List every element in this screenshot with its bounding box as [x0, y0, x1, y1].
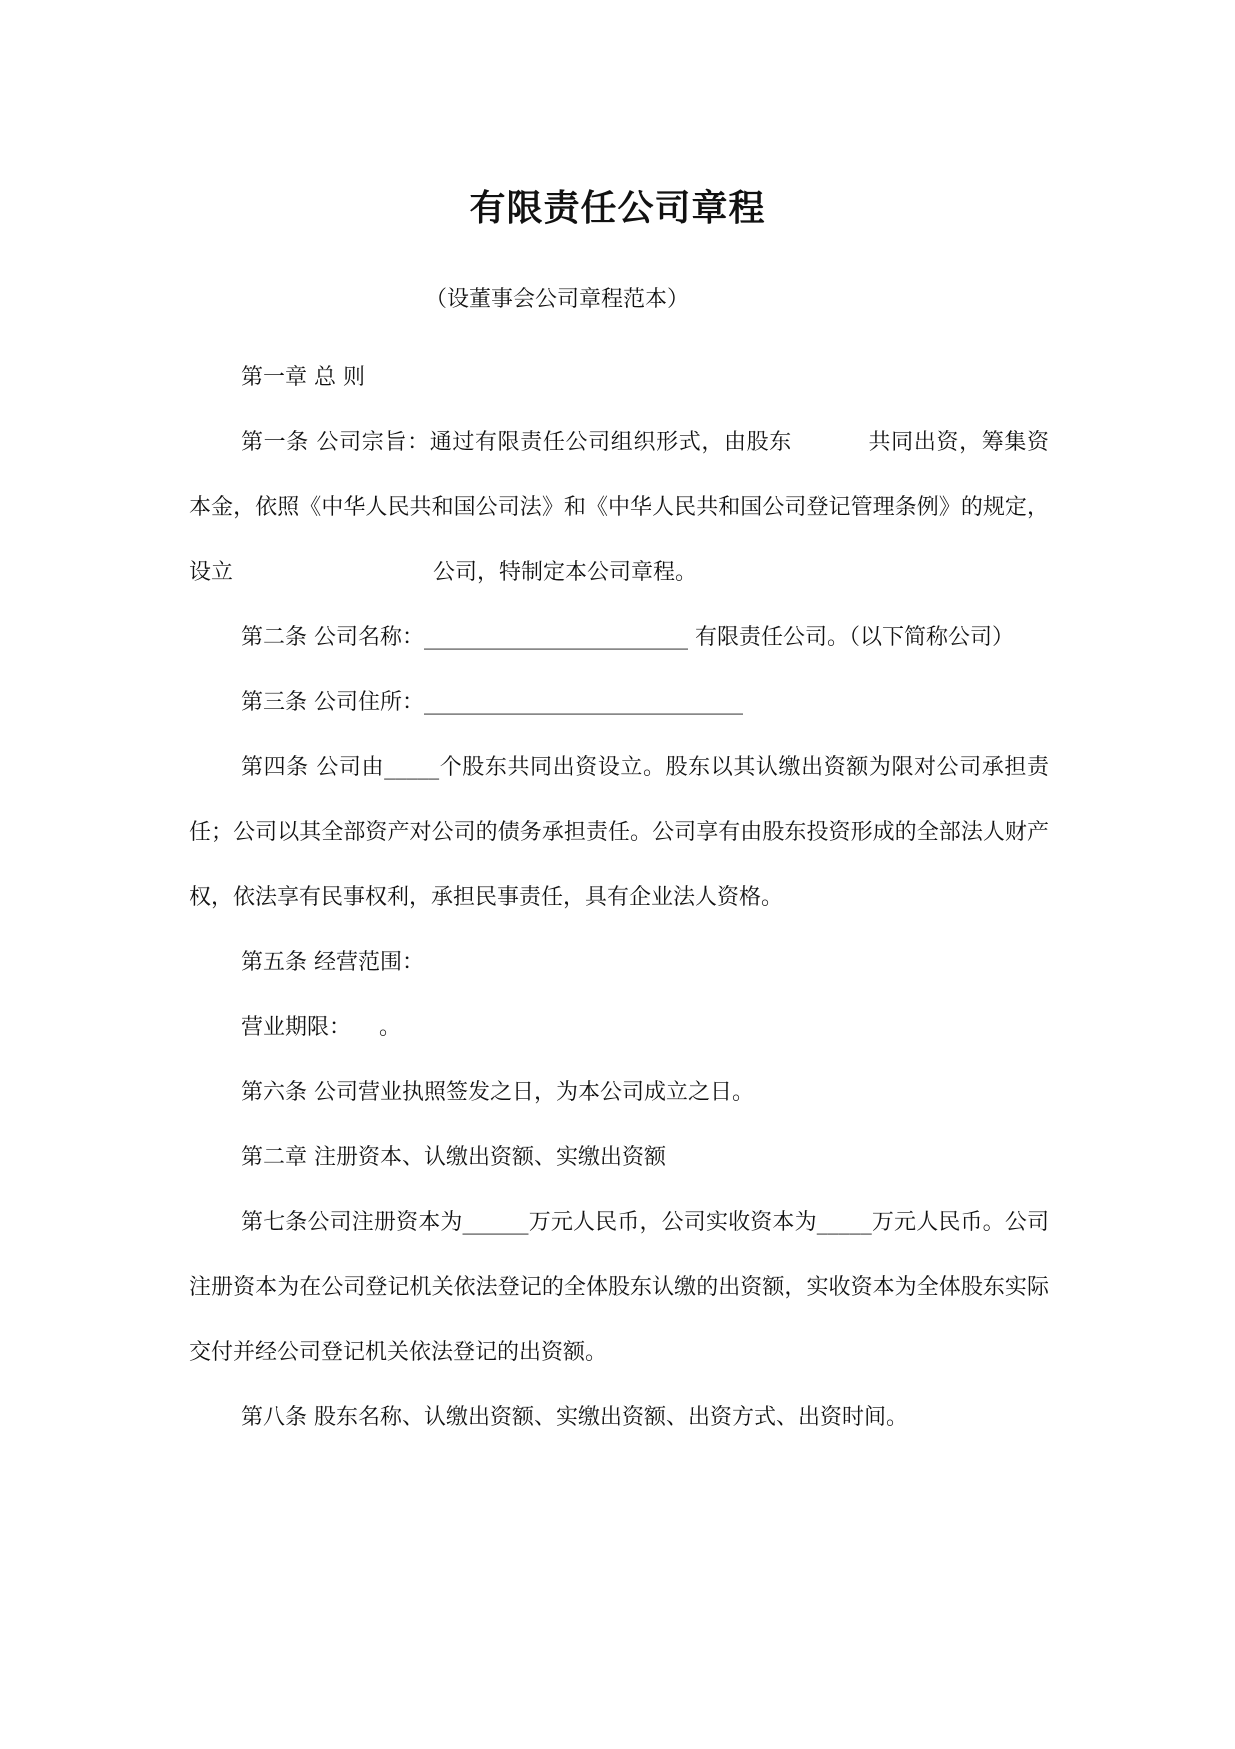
chapter-heading-1: 第一章 总 则	[241, 365, 365, 390]
article-1-part-1: 第一条 公司宗旨：通过有限责任公司组织形式，由股东	[241, 430, 792, 455]
business-term	[189, 995, 1049, 1060]
article-7: 第七条公司注册资本为______万元人民币，公司实收资本为_____万元人民币。公司注册资本为在公司登记机关依法登记的全体股东认缴的出资额，实收资本为全体股东实际交付并经公司登记机关依法登记的出资额。	[189, 1210, 1049, 1365]
document-title: 有限责任公司章程	[469, 187, 766, 229]
business-term-end: 。	[379, 1015, 402, 1040]
article-3: 第三条 公司住所：_____________________________	[241, 690, 743, 715]
article-1	[189, 410, 1049, 605]
article-5: 第五条 经营范围：	[241, 950, 424, 975]
chapter-heading-2: 第二章 注册资本、认缴出资额、实缴出资额	[241, 1145, 666, 1170]
article-1-part-2: 共同出资，筹集资本金，依照《中华人民共和国公司法》和《中华人民共和国公司登记管理条例》的规定，设立	[189, 430, 1049, 585]
article-2: 第二条 公司名称：________________________ 有限责任公司。（以下简称公司）	[241, 625, 1014, 650]
business-term-label: 营业期限：	[241, 1015, 352, 1040]
document-subtitle: （设董事会公司章程范本）	[425, 287, 690, 312]
article-8: 第八条 股东名称、认缴出资额、实缴出资额、出资方式、出资时间。	[241, 1405, 908, 1430]
document-body	[189, 345, 1049, 1450]
article-4: 第四条 公司由_____个股东共同出资设立。股东以其认缴出资额为限对公司承担责任；公司以其全部资产对公司的债务承担责任。公司享有由股东投资形成的全部法人财产权，依法享有民事权利，承担民事责任，具有企业法人资格。	[189, 755, 1049, 910]
article-1-part-3: 公司，特制定本公司章程。	[433, 560, 698, 585]
article-6: 第六条 公司营业执照签发之日，为本公司成立之日。	[241, 1080, 754, 1105]
